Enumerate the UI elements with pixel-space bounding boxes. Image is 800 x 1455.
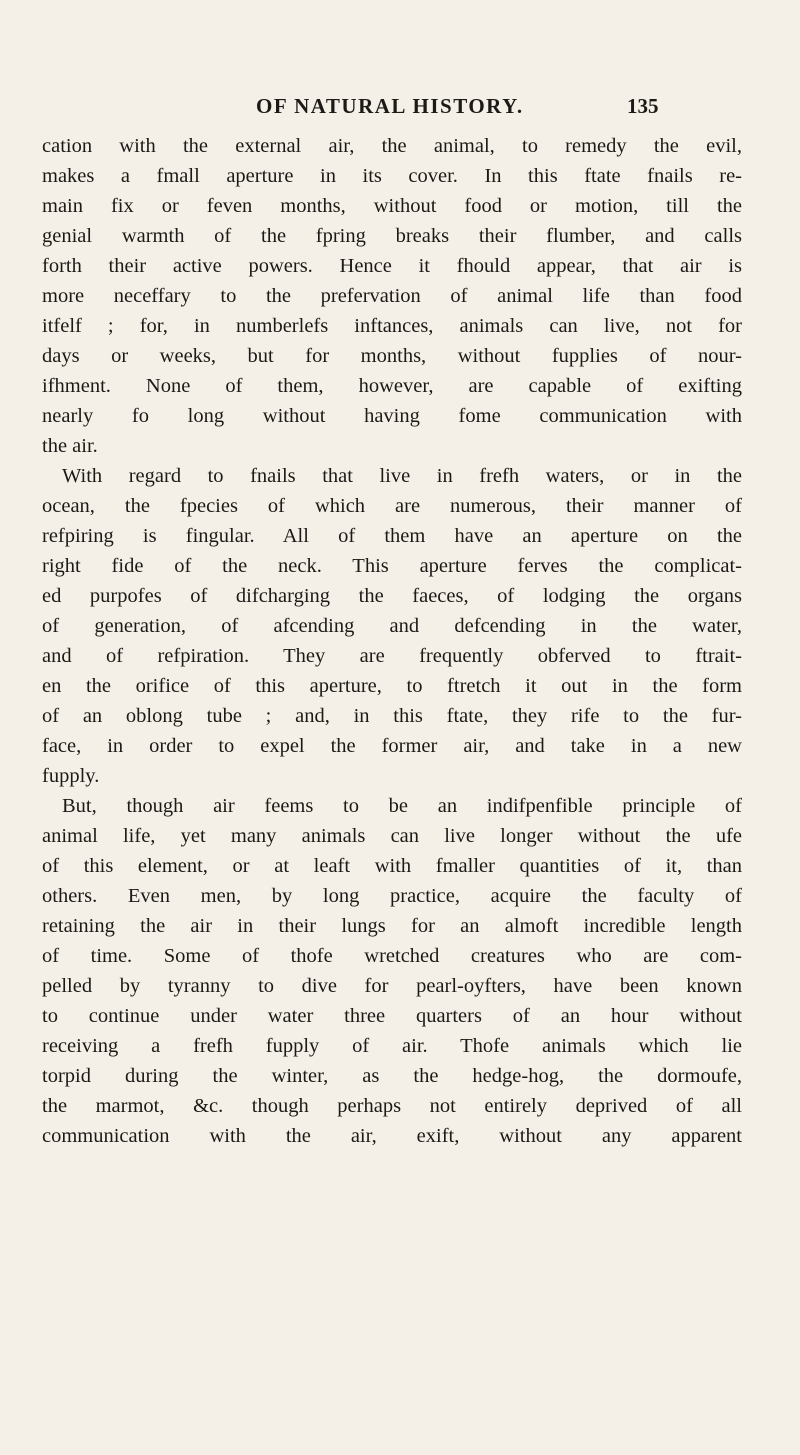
text-line: receiving a frefh fupply of air. Thofe animals which lie — [42, 1035, 742, 1057]
text-line: face, in order to expel the former air, and take in a new — [42, 735, 742, 757]
text-line: of generation, of afcending and defcending in the water, — [42, 615, 742, 637]
page-number: 135 — [627, 94, 659, 118]
text-line: en the orifice of this aperture, to ftretch it out in the form — [42, 675, 742, 697]
text-line: ifhment. None of them, however, are capable of exifting — [42, 375, 742, 397]
text-line: With regard to fnails that live in frefh waters, or in the — [62, 465, 742, 487]
running-head — [0, 94, 800, 124]
text-line: nearly fo long without having fome communication with — [42, 405, 742, 427]
text-line: others. Even men, by long practice, acquire the faculty of — [42, 885, 742, 907]
text-line: retaining the air in their lungs for an almoft incredible length — [42, 915, 742, 937]
text-line: more neceffary to the prefervation of animal life than food — [42, 285, 742, 307]
text-line: But, though air feems to be an indifpenfible principle of — [62, 795, 742, 817]
running-title: OF NATURAL HISTORY. — [256, 94, 524, 118]
text-line: ed purpofes of difcharging the faeces, of lodging the organs — [42, 585, 742, 607]
text-line: to continue under water three quarters of an hour without — [42, 1005, 742, 1027]
text-line: communication with the air, exift, without any apparent — [42, 1125, 742, 1147]
text-line: of time. Some of thofe wretched creatures who are com- — [42, 945, 742, 967]
text-line: forth their active powers. Hence it fhould appear, that air is — [42, 255, 742, 277]
text-line: makes a fmall aperture in its cover. In this ftate fnails re- — [42, 165, 742, 187]
body-text — [42, 131, 742, 1151]
text-line: main fix or feven months, without food or motion, till the — [42, 195, 742, 217]
text-line: the marmot, &c. though perhaps not entirely deprived of all — [42, 1095, 742, 1117]
text-line: itfelf ; for, in numberlefs inftances, animals can live, not for — [42, 315, 742, 337]
text-line: fupply. — [42, 765, 100, 787]
text-line: genial warmth of the fpring breaks their flumber, and calls — [42, 225, 742, 247]
text-line: the air. — [42, 435, 98, 457]
text-line: days or weeks, but for months, without fupplies of nour- — [42, 345, 742, 367]
text-line: cation with the external air, the animal, to remedy the evil, — [42, 135, 742, 157]
text-line: and of refpiration. They are frequently obferved to ftrait- — [42, 645, 742, 667]
text-line: ocean, the fpecies of which are numerous, their manner of — [42, 495, 742, 517]
text-line: animal life, yet many animals can live longer without the ufe — [42, 825, 742, 847]
text-line: of this element, or at leaft with fmaller quantities of it, than — [42, 855, 742, 877]
text-line: refpiring is fingular. All of them have an aperture on the — [42, 525, 742, 547]
text-line: right fide of the neck. This aperture ferves the complicat- — [42, 555, 742, 577]
text-line: of an oblong tube ; and, in this ftate, they rife to the fur- — [42, 705, 742, 727]
text-line: torpid during the winter, as the hedge-hog, the dormoufe, — [42, 1065, 742, 1087]
text-line: pelled by tyranny to dive for pearl-oyfters, have been known — [42, 975, 742, 997]
